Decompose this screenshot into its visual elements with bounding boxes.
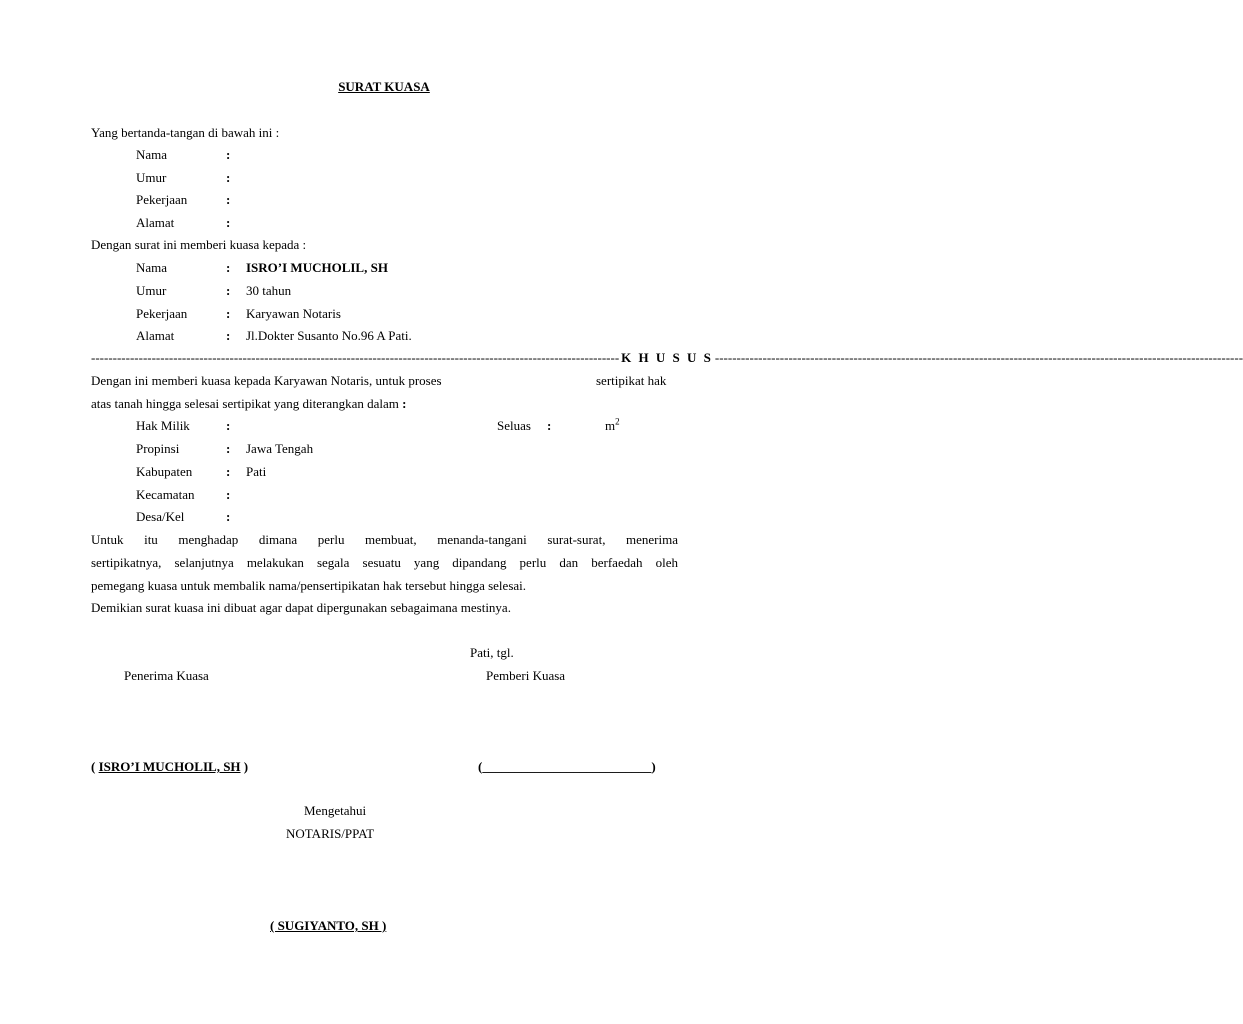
body-line-3: pemegang kuasa untuk membalik nama/pensertipikatan hak tersebut hingga selesai. bbox=[91, 578, 527, 593]
grantee-age-label: Umur bbox=[136, 283, 167, 298]
hak-milik-colon: : bbox=[226, 418, 231, 433]
grantee-job-label: Pekerjaan bbox=[136, 306, 188, 321]
receiver-sign-open: ( bbox=[91, 759, 99, 774]
grantor-job-label: Pekerjaan bbox=[136, 192, 188, 207]
hak-milik-label: Hak Milik bbox=[136, 418, 190, 433]
khusus-label: K H U S U S bbox=[621, 350, 713, 365]
document-title: SURAT KUASA bbox=[338, 79, 430, 94]
purpose-line-2-text: atas tanah hingga selesai sertipikat yang diterangkan dalam bbox=[91, 396, 399, 411]
place-date: Pati, tgl. bbox=[470, 645, 514, 660]
divider-dashes-right: -------------------------------------------------------------------------------------------------------------------------- bbox=[714, 350, 1243, 365]
giver-signature-line: (__________________________) bbox=[478, 759, 656, 774]
purpose-line-1-right: sertipikat hak bbox=[596, 373, 667, 388]
receiver-sign-close: ) bbox=[240, 759, 249, 774]
seluas-unit bbox=[605, 418, 620, 434]
closing-text: Demikian surat kuasa ini dibuat agar dapat dipergunakan sebagaimana mestinya. bbox=[91, 600, 511, 615]
purpose-line-1: Dengan ini memberi kuasa kepada Karyawan Notaris, untuk proses bbox=[91, 373, 442, 388]
grantee-age-value: 30 tahun bbox=[246, 283, 292, 298]
grantee-name-colon: : bbox=[226, 260, 231, 275]
divider-dashes-left: -------------------------------------------------------------------------------------------------------------------------- bbox=[91, 350, 620, 365]
desa-kel-colon: : bbox=[226, 509, 231, 524]
intro-text: Yang bertanda-tangan di bawah ini : bbox=[91, 125, 280, 140]
grantee-address-label: Alamat bbox=[136, 328, 175, 343]
grantee-job-colon: : bbox=[226, 306, 231, 321]
seluas-unit-base: m bbox=[605, 418, 616, 433]
notary-signature: ( SUGIYANTO, SH ) bbox=[270, 918, 387, 933]
acknowledged-label: Mengetahui bbox=[304, 803, 367, 818]
grantee-job-value: Karyawan Notaris bbox=[246, 306, 341, 321]
notary-label: NOTARIS/PPAT bbox=[286, 826, 375, 841]
grantor-name-label: Nama bbox=[136, 147, 168, 162]
seluas-label: Seluas bbox=[497, 418, 531, 433]
receiver-sign-name: ISRO’I MUCHOLIL, SH bbox=[98, 759, 241, 774]
grantor-name-colon: : bbox=[226, 147, 231, 162]
grantor-job-colon: : bbox=[226, 192, 231, 207]
grantee-address-colon: : bbox=[226, 328, 231, 343]
kabupaten-value: Pati bbox=[246, 464, 267, 479]
receiver-label: Penerima Kuasa bbox=[124, 668, 209, 683]
kabupaten-label: Kabupaten bbox=[136, 464, 193, 479]
seluas-unit-exponent: 2 bbox=[615, 416, 620, 427]
propinsi-value: Jawa Tengah bbox=[246, 441, 314, 456]
grant-intro-text: Dengan surat ini memberi kuasa kepada : bbox=[91, 237, 307, 252]
body-line-1: Untuk itu menghadap dimana perlu membuat, menanda-tangani surat-surat, menerima bbox=[91, 532, 678, 547]
desa-kel-label: Desa/Kel bbox=[136, 509, 185, 524]
purpose-line-2-colon: : bbox=[402, 396, 407, 411]
grantor-age-label: Umur bbox=[136, 170, 167, 185]
kecamatan-colon: : bbox=[226, 487, 231, 502]
kabupaten-colon: : bbox=[226, 464, 231, 479]
purpose-line-2 bbox=[91, 396, 407, 412]
khusus-divider bbox=[91, 350, 1243, 366]
kecamatan-label: Kecamatan bbox=[136, 487, 195, 502]
giver-label: Pemberi Kuasa bbox=[486, 668, 566, 683]
propinsi-label: Propinsi bbox=[136, 441, 180, 456]
grantee-age-colon: : bbox=[226, 283, 231, 298]
grantee-address-value: Jl.Dokter Susanto No.96 A Pati. bbox=[246, 328, 412, 343]
grantee-name-value: ISRO’I MUCHOLIL, SH bbox=[246, 260, 388, 275]
grantor-age-colon: : bbox=[226, 170, 231, 185]
grantor-address-colon: : bbox=[226, 215, 231, 230]
grantee-name-label: Nama bbox=[136, 260, 168, 275]
body-line-2: sertipikatnya, selanjutnya melakukan segala sesuatu yang dipandang perlu dan berfaedah oleh bbox=[91, 555, 678, 570]
propinsi-colon: : bbox=[226, 441, 231, 456]
receiver-signature bbox=[91, 759, 248, 775]
grantor-address-label: Alamat bbox=[136, 215, 175, 230]
seluas-colon: : bbox=[547, 418, 552, 433]
